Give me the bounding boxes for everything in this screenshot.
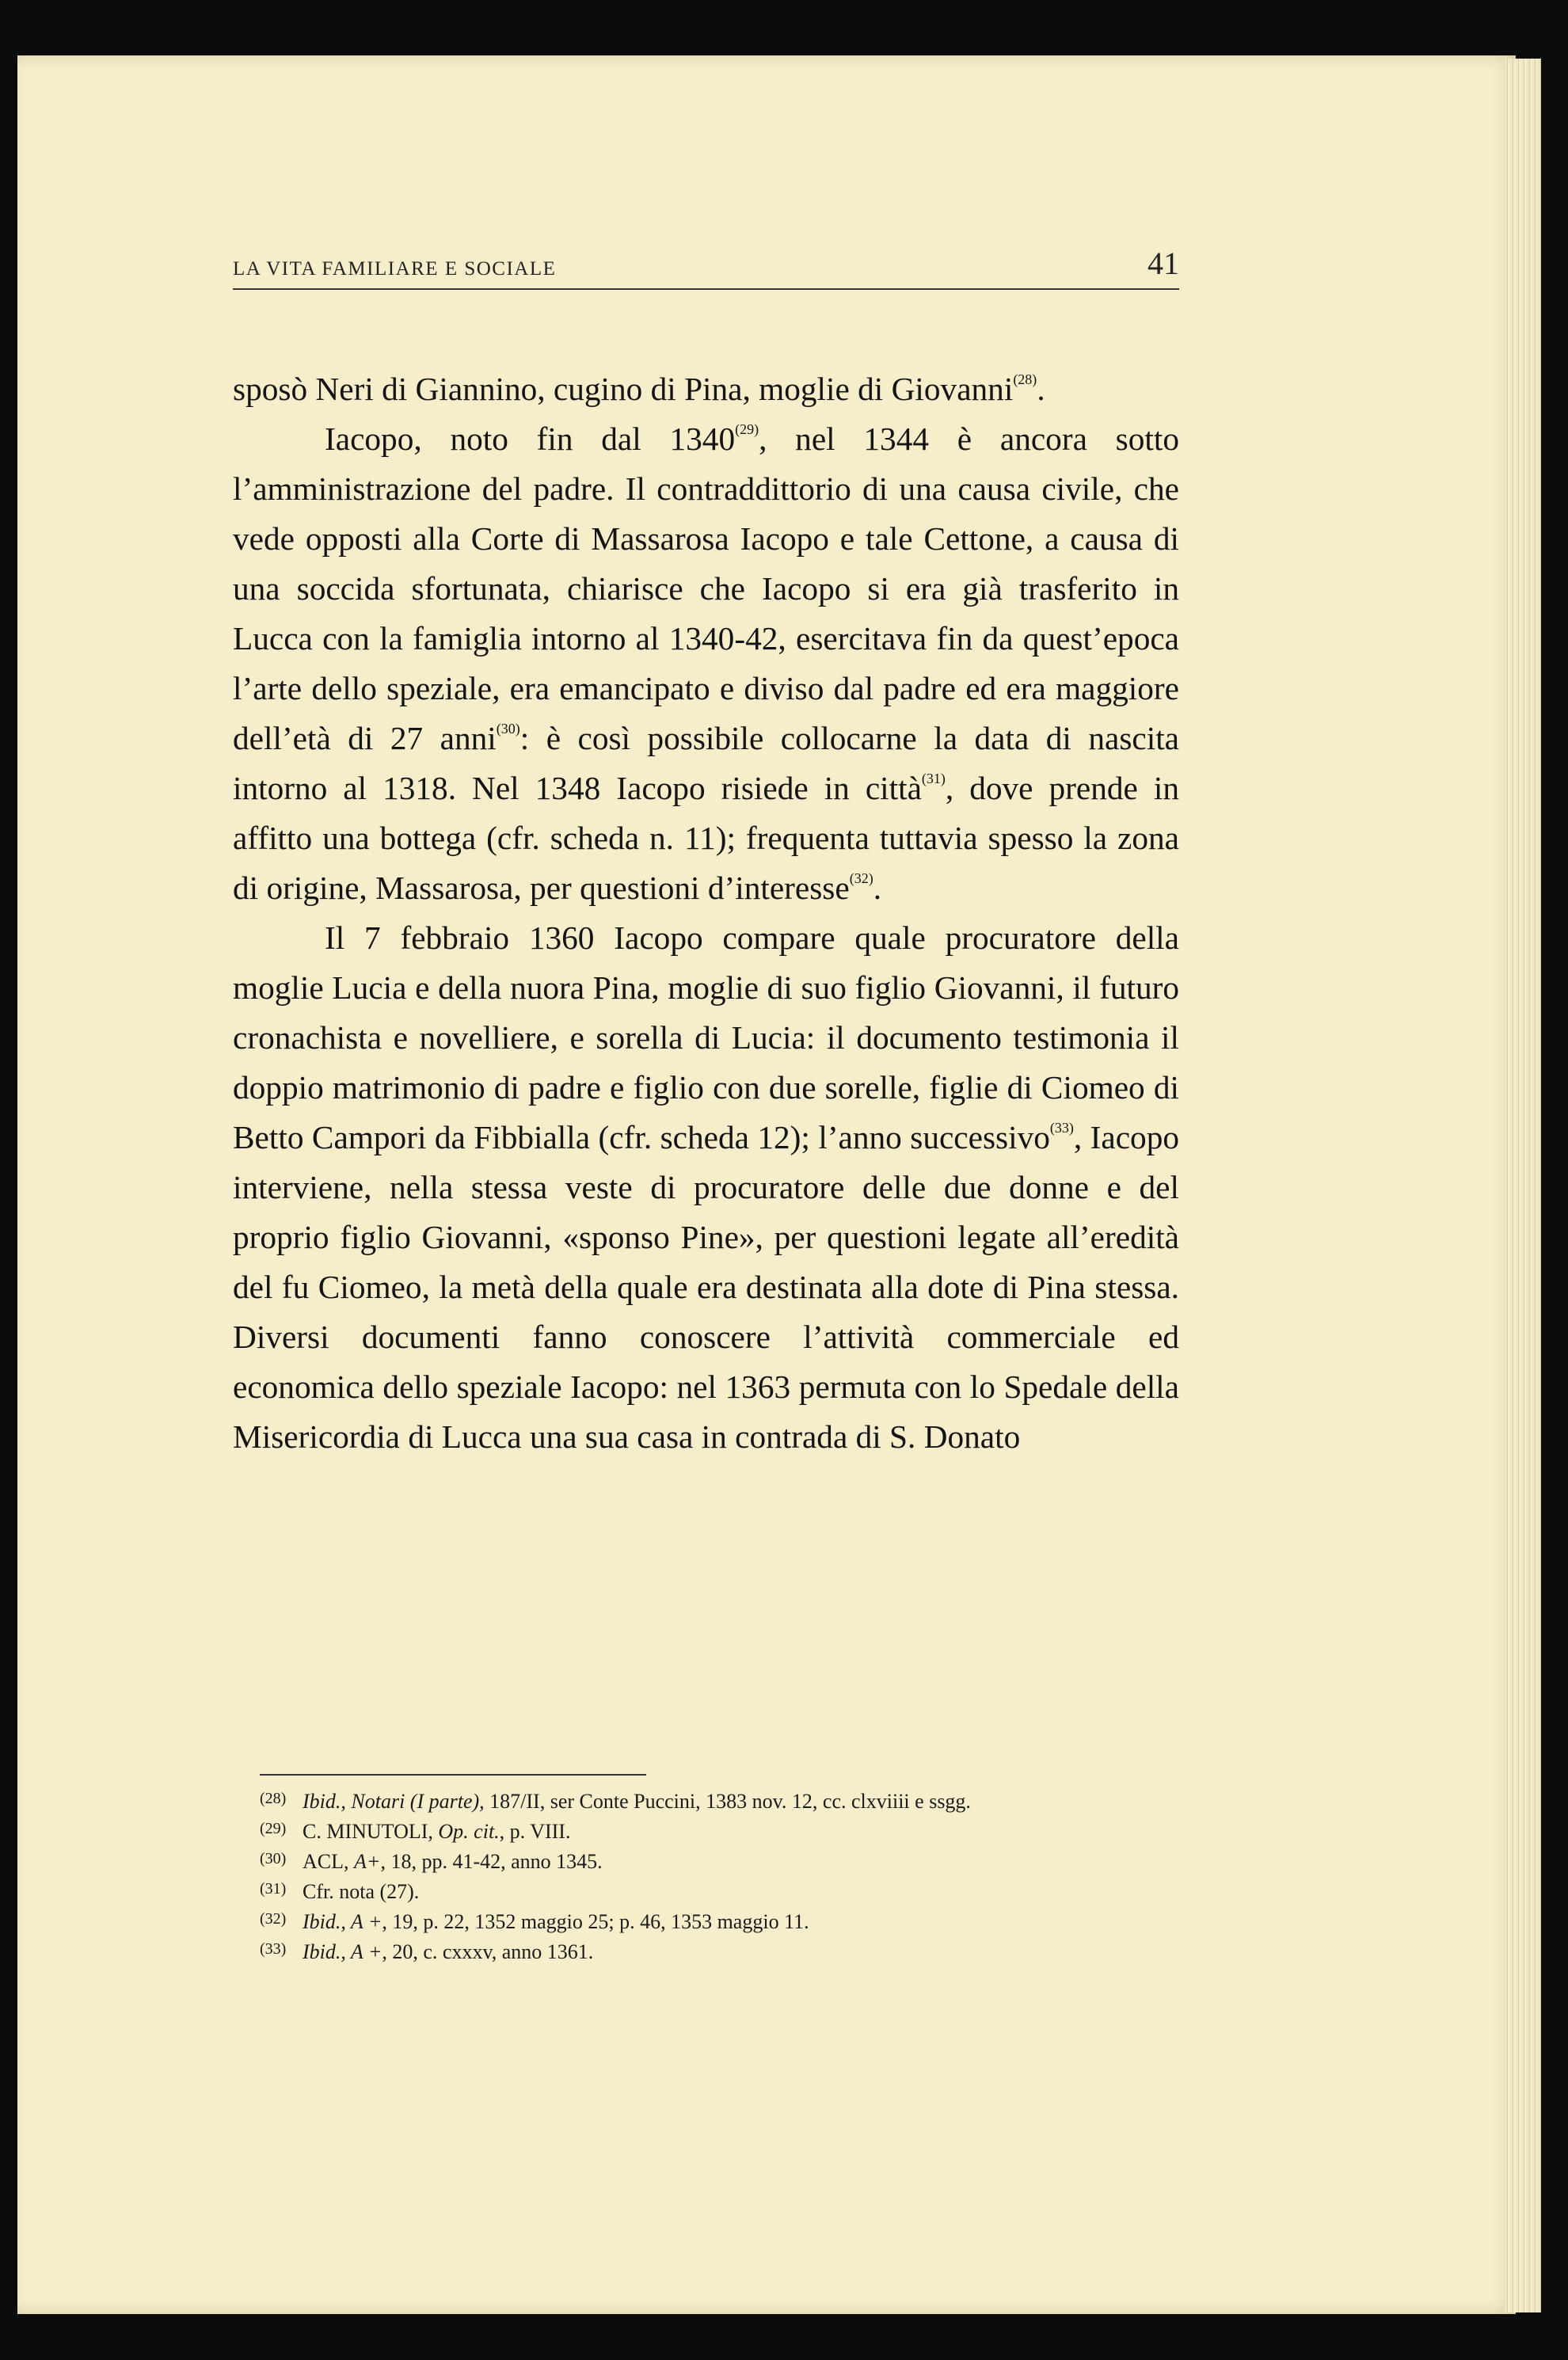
footnote-text: , p. VIII. [499, 1820, 571, 1843]
page-edges [1505, 59, 1541, 2312]
footnote-28 [260, 1785, 1178, 1815]
text-run: , nel 1344 è ancora sotto l’amministrazione del padre. Il contraddittorio di una causa civile, che vede opposti alla Corte di Massarosa Iacopo e tale Cettone, a causa di una soccida sfortunata, chiarisce che Iacopo si era già trasferito in Lucca con la famiglia intorno al 1340-42, esercitava fin da quest’epoca l’arte dello speziale, era emancipato e diviso dal padre ed era maggiore dell’età di 27 anni [233, 421, 1179, 756]
paragraph-3 [233, 913, 1179, 1462]
text-run: Iacopo, noto fin dal 1340 [325, 421, 736, 457]
footnote-ref-30: (30) [496, 721, 520, 737]
footnote-text: 187/II, ser Conte Puccini, 1383 nov. 12, cc. clxviiii e ssgg. [484, 1790, 971, 1813]
page-number: 41 [1147, 246, 1179, 281]
footnote-ref-32: (32) [849, 870, 873, 886]
text-run: . [873, 870, 882, 906]
footnote-mark: (29) [260, 1820, 287, 1837]
footnote-mark: (28) [260, 1790, 287, 1807]
footnote-mark: (33) [260, 1940, 287, 1958]
text-run: , dove prende in affitto una bottega (cfr. scheda n. 11); frequenta tuttavia spesso la zona di origine, Massarosa, per questioni d’interesse [233, 770, 1179, 906]
footnote-text: , 18, pp. 41-42, anno 1345. [380, 1850, 603, 1873]
footnote-mark: (30) [260, 1850, 287, 1867]
paragraph-2 [233, 414, 1179, 913]
footnote-italic: Ibid., Notari (I parte), [303, 1790, 485, 1813]
text-run: , Iacopo interviene, nella stessa veste di procuratore delle due donne e del proprio figlio Giovanni, «sponso Pine», per questioni legate all’eredità del fu Ciomeo, la metà della quale era destinata alla dote di Pina stessa. Diversi documenti fanno conoscere l’attività commerciale ed economica dello speziale Iacopo: nel 1363 permuta con lo Spedale della Misericordia di Lucca una sua casa in contrada di S. Donato [233, 1119, 1179, 1455]
footnote-text: , 19, p. 22, 1352 maggio 25; p. 46, 1353 maggio 11. [382, 1910, 809, 1933]
footnote-ref-31: (31) [921, 771, 946, 786]
footnote-30 [260, 1845, 1178, 1875]
footnote-text: Cfr. nota (27). [303, 1880, 420, 1903]
footnote-italic: Op. cit. [438, 1820, 500, 1843]
running-header [233, 238, 1179, 290]
main-text [233, 364, 1179, 1462]
text-run: : è così possibile collocarne la data di nascita intorno al 1318. Nel 1348 Iacopo risiede in città [233, 720, 1179, 806]
footnote-italic: A+ [354, 1850, 381, 1873]
text-run: sposò Neri di Giannino, cugino di Pina, moglie di Giovanni [233, 371, 1014, 407]
footnotes [260, 1785, 1178, 1966]
running-title: LA VITA FAMILIARE E SOCIALE [233, 258, 557, 280]
footnote-italic: Ibid., A + [303, 1910, 382, 1933]
footnote-31 [260, 1875, 1178, 1905]
footnote-text: , 20, c. cxxxv, anno 1361. [382, 1940, 594, 1963]
footnote-text: ACL, [303, 1850, 354, 1873]
footnote-mark: (31) [260, 1880, 287, 1898]
footnote-ref-28: (28) [1013, 371, 1037, 387]
footnote-ref-33: (33) [1049, 1120, 1074, 1136]
footnote-ref-29: (29) [735, 421, 759, 437]
footnote-mark: (32) [260, 1910, 287, 1928]
footnote-29 [260, 1815, 1178, 1845]
text-run: . [1037, 371, 1045, 407]
footnote-italic: Ibid., A + [303, 1940, 382, 1963]
paragraph-1 [233, 364, 1179, 414]
text-run: Il 7 febbraio 1360 Iacopo compare quale procuratore della moglie Lucia e della nuora Pina, moglie di suo figlio Giovanni, il futuro cronachista e novelliere, e sorella di Lucia: il documento testimonia il doppio matrimonio di padre e figlio con due sorelle, figlie di Ciomeo di Betto Campori da Fibbialla (cfr. scheda 12); l’anno successivo [233, 919, 1179, 1155]
footnote-text: C. MINUTOLI, [303, 1820, 439, 1843]
footnote-separator [260, 1774, 646, 1776]
footnote-33 [260, 1936, 1178, 1966]
footnote-32 [260, 1905, 1178, 1936]
